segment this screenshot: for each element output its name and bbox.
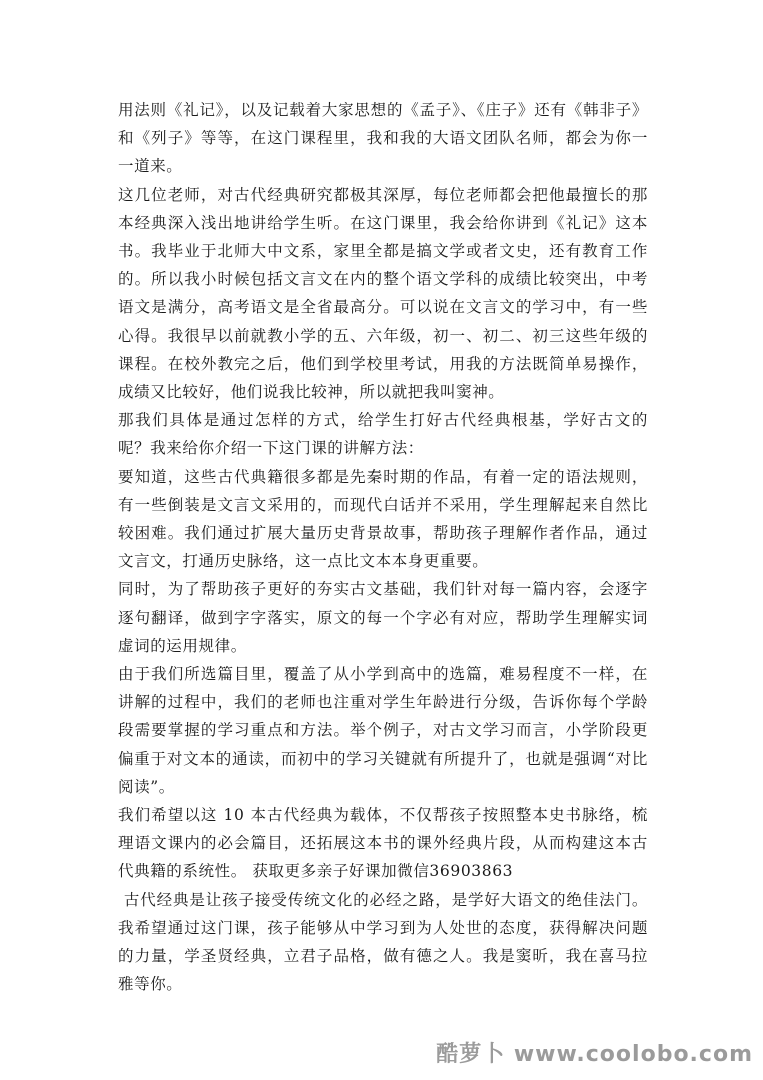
paragraph-4: 要知道，这些古代典籍很多都是先秦时期的作品，有着一定的语法规则，有一些倒装是文言文采用的，而现代白话并不采用，学生理解起来自然比较困难。我们通过扩展大量历史背景故事，帮助孩子理解作者作品，通过文言文，打通历史脉络，这一点比文本本身更重要。 [118, 467, 648, 571]
site-watermark: 酷萝卜 www.coolobo.com [436, 1042, 753, 1067]
paragraph-3: 那我们具体是通过怎样的方式，给学生打好古代经典根基，学好古文的呢？我来给你介绍一下这门课的讲解方法： [118, 411, 648, 458]
paragraph-2: 这几位老师，对古代经典研究都极其深厚，每位老师都会把他最擅长的那本经典深入浅出地讲给学生听。在这门课里，我会给你讲到《礼记》这本书。我毕业于北师大中文系，家里全都是搞文学或者文史，还有教育工作的。所以我小时候包括文言文在内的整个语文学科的成绩比较突出，中考语文是满分，高考语文是全省最高分。可以说在文言文的学习中，有一些心得。我很早以前就教小学的五、六年级，初一、初二、初三这些年级的课程。在校外教完之后，他们到学校里考试，用我的方法既简单易操作，成绩又比较好，他们说我比较神，所以就把我叫窦神。 [118, 185, 648, 402]
paragraph-7: 我们希望以这 10 本古代经典为载体，不仅帮孩子按照整本史书脉络，梳理语文课内的必会篇目，还拓展这本书的课外经典片段，从而构建这本古代典籍的系统性。 获取更多亲子好课加微信36903863 [118, 806, 648, 881]
paragraph-5: 同时，为了帮助孩子更好的夯实古文基础，我们针对每一篇内容，会逐字逐句翻译，做到字字落实，原文的每一个字必有对应，帮助学生理解实词虚词的运用规律。 [118, 580, 648, 655]
document-body [118, 96, 654, 999]
paragraph-8: 古代经典是让孩子接受传统文化的必经之路，是学好大语文的绝佳法门。 我希望通过这门课，孩子能够从中学习到为人处世的态度，获得解决问题的力量，学圣贤经典，立君子品格，做有德之人。我是窦昕，我在喜马拉雅等你。 [118, 890, 654, 994]
paragraph-6: 由于我们所选篇目里，覆盖了从小学到高中的选篇，难易程度不一样，在讲解的过程中，我们的老师也注重对学生年龄进行分级，告诉你每个学龄段需要掌握的学习重点和方法。举个例子，对古文学习而言，小学阶段更偏重于对文本的通读，而初中的学习关键就有所提升了，也就是强调“对比阅读”。 [118, 665, 648, 796]
paragraph-1: 用法则《礼记》，以及记载着大家思想的《孟子》、《庄子》还有《韩非子》和《列子》等等，在这门课程里，我和我的大语文团队名师，都会为你一一道来。 [118, 101, 648, 176]
